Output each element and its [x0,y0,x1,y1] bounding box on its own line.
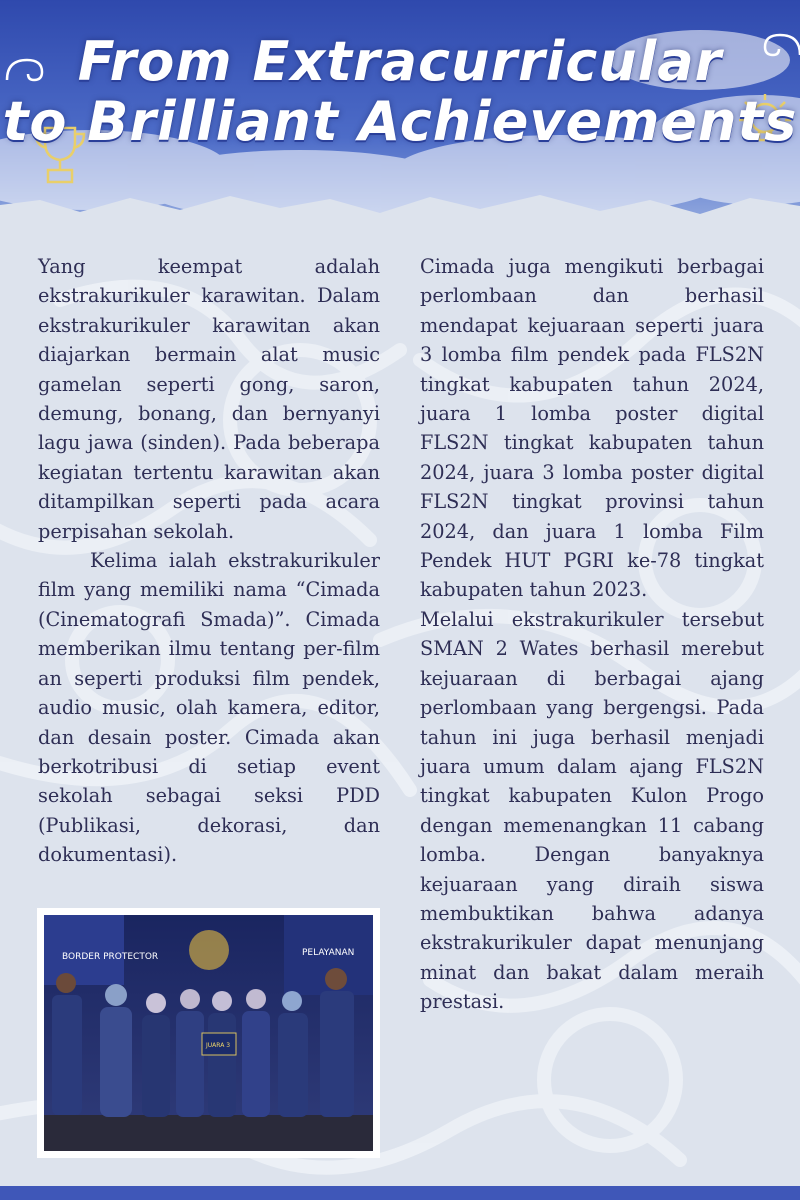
title-line-2: to Brilliant Achievements [2,90,798,153]
bottom-bar [0,1186,800,1200]
group-photo [37,908,380,1158]
paragraph-achievements: Cimada juga mengikuti berbagai perlombaan dan berhasil mendapat kejuaraan seperti juara 3 lomba film pendek pada FLS2N tingkat kabupaten tahun 2024, juara 1 lomba poster digital FLS2N tingkat kabupaten tahun 2024, juara 3 lomba poster digital FLS2N tingkat provinsi tahun 2024, dan juara 1 lomba Film Pendek HUT PGRI ke-78 tingkat kabupaten tahun 2023. [420,255,764,602]
banner-left-text: BORDER PROTECTOR [62,952,159,962]
certificate-text: JUARA 3 [206,1042,231,1049]
banner-right-text: PELAYANAN [302,948,355,958]
group-photo-image [44,915,373,1151]
left-column [38,252,380,870]
paragraph-karawitan: Yang keempat adalah ekstrakurikuler karawitan. Dalam ekstrakurikuler karawitan akan diajarkan bermain alat music gamelan seperti gong, saron, demung, bonang, dan bernyanyi lagu jawa (sinden). Pada beberapa kegiatan tertentu karawitan akan ditampilkan seperti pada acara perpisahan sekolah. [38,255,380,543]
paragraph-conclusion: Melalui ekstrakurikuler tersebut SMAN 2 Wates berhasil merebut kejuaraan di berbagai ajang perlombaan yang bergengsi. Pada tahun ini juga berhasil menjadi juara umum dalam ajang FLS2N tingkat kabupaten Kulon Progo dengan memenangkan 11 cabang lomba. Dengan banyaknya kejuaraan yang diraih siswa membuktikan bahwa adanya ekstrakurikuler dapat menunjang minat dan bakat dalam meraih prestasi. [420,607,764,1014]
page-header [0,0,800,250]
paragraph-cimada: Kelima ialah ekstrakurikuler film yang memiliki nama “Cimada (Cinematografi Smada)”. Cimada memberikan ilmu tentang per-film an seperti produksi film pendek, audio music, olah kamera, editor, dan desain poster. Cimada akan berkotribusi di setiap event sekolah sebagai seksi PDD (Publikasi, dekorasi, dan dokumentasi). [38,549,380,867]
title-line-1: From Extracurricular [77,30,723,93]
right-column [420,252,764,1017]
